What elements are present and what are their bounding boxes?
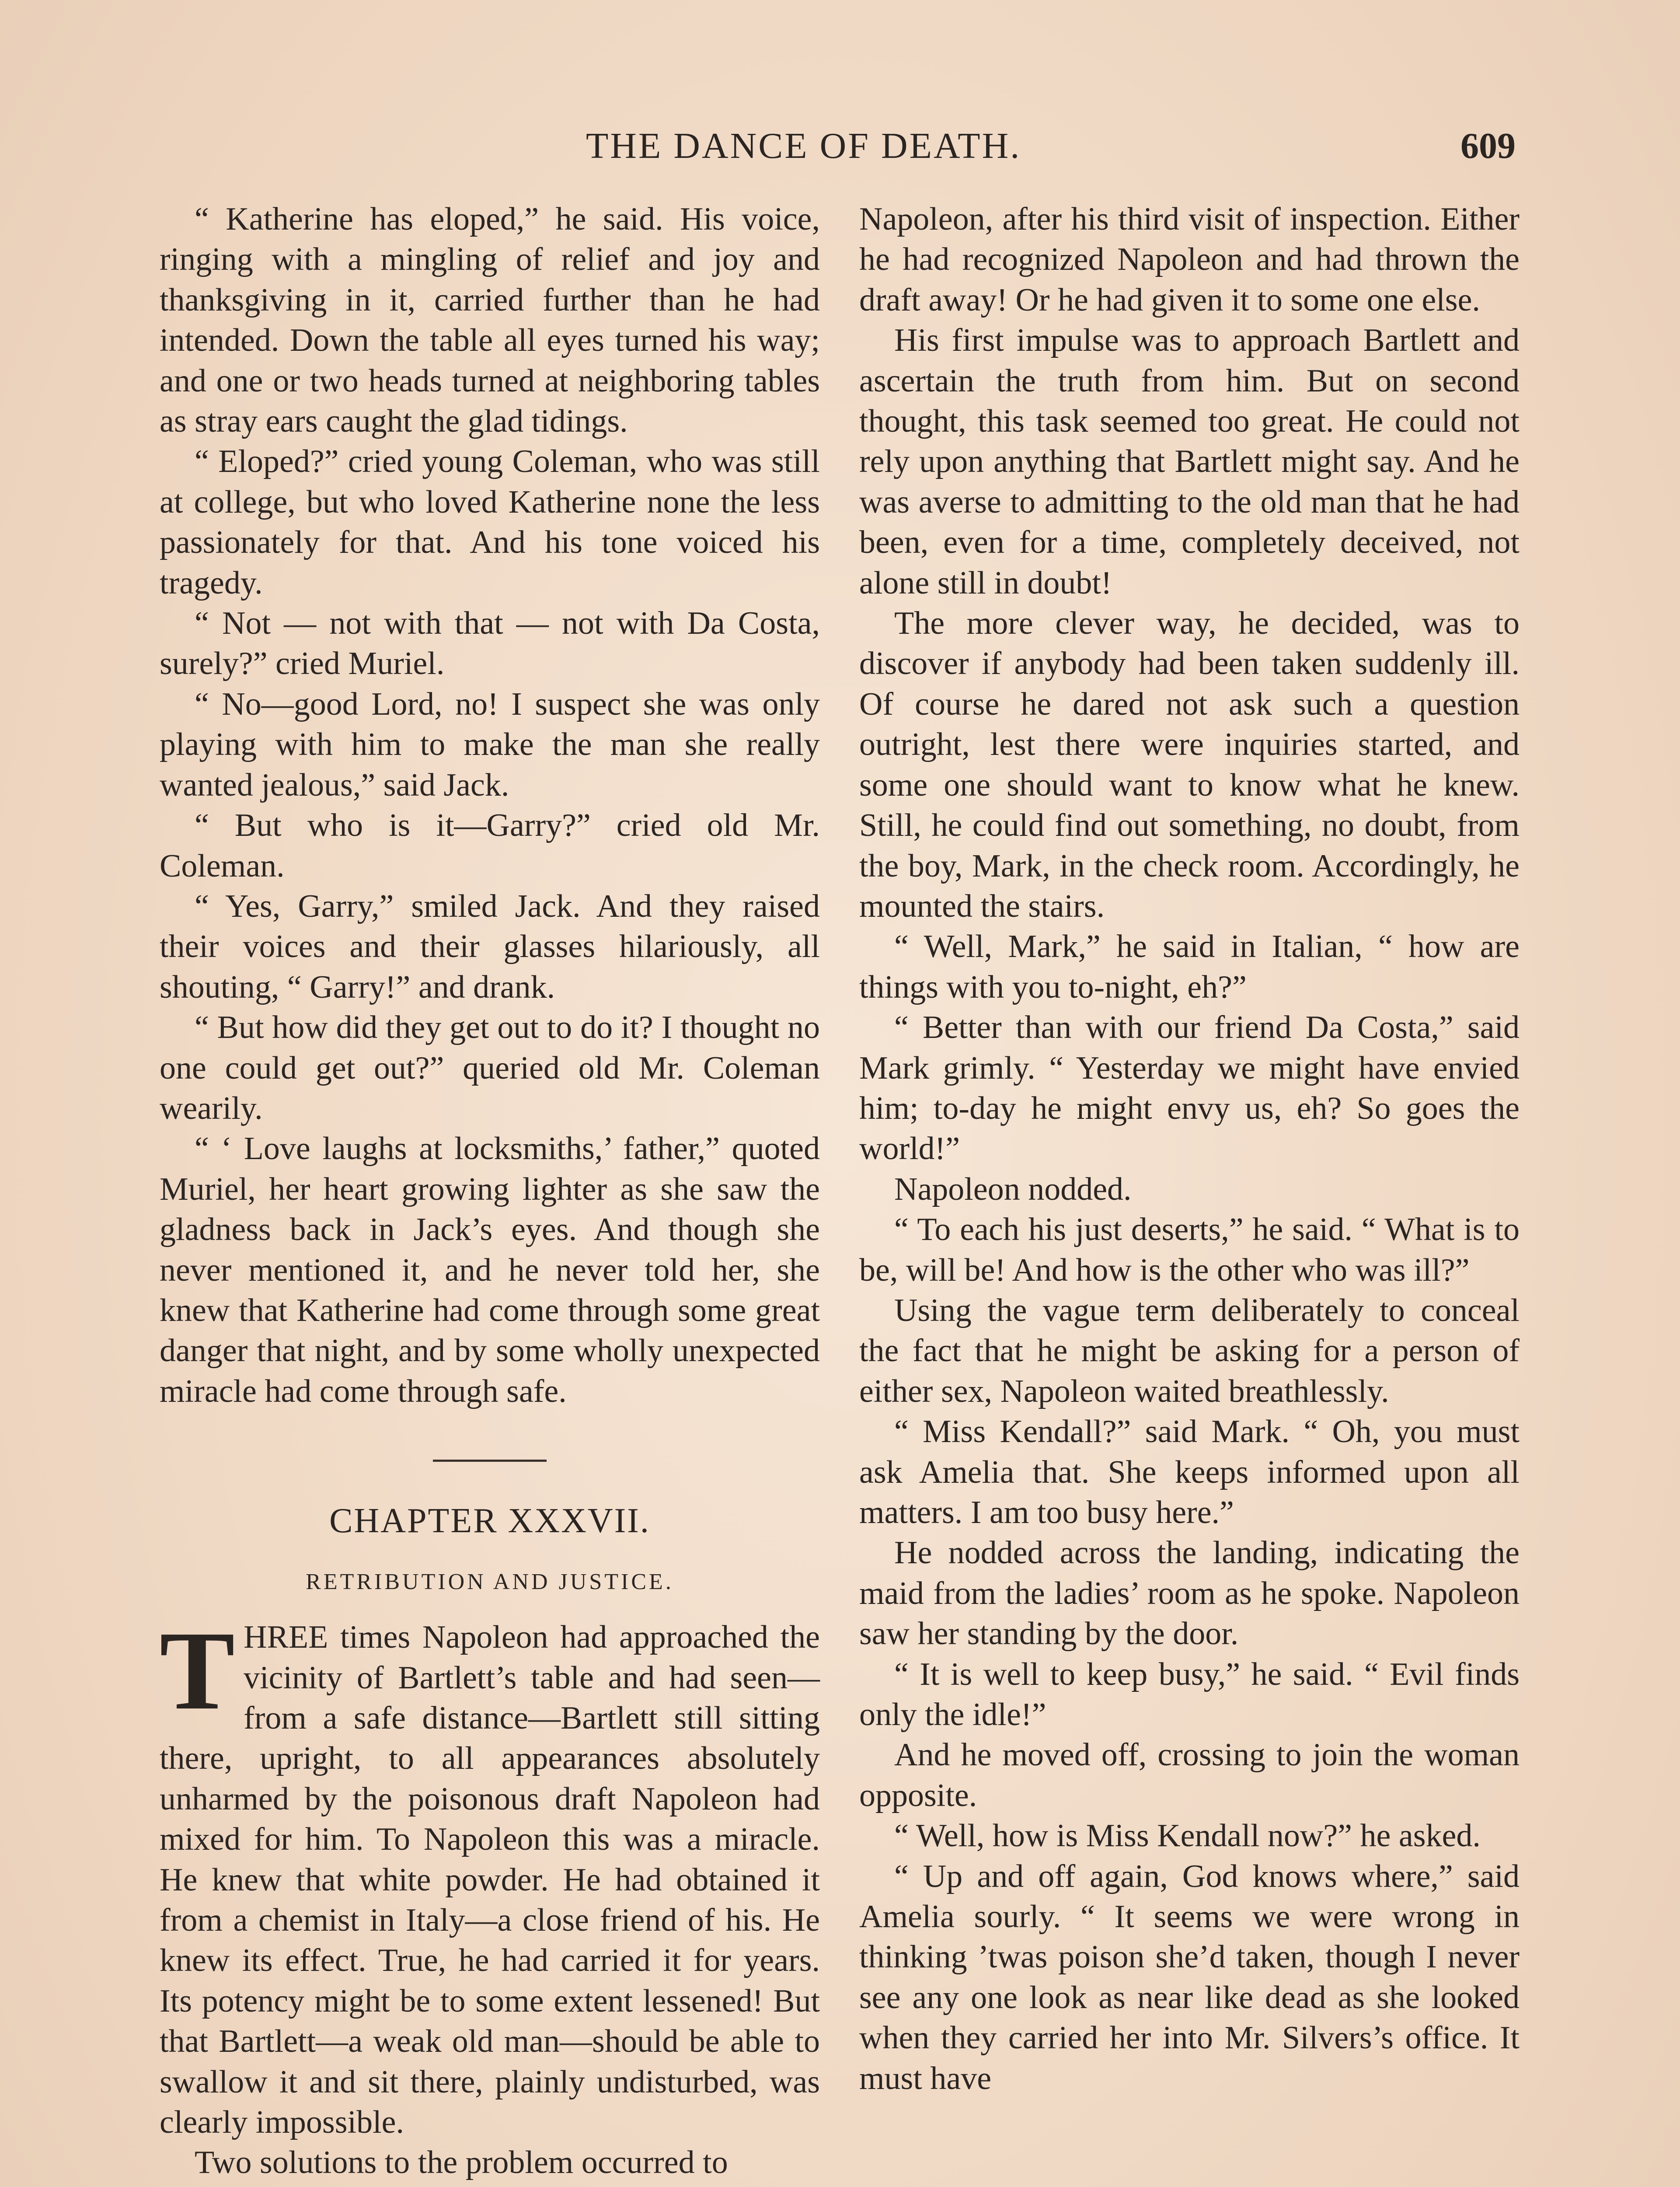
chapter-title: CHAPTER XXXVII. bbox=[329, 1502, 650, 1541]
drop-cap: T bbox=[160, 1608, 235, 1733]
page-header bbox=[0, 125, 1680, 177]
section-divider bbox=[433, 1460, 547, 1462]
paragraph: “ Katherine has eloped,” he said. His voice, ringing with a mingling of relief and joy and thanksgiving in it, carried further than he had intended. Down the table all eyes turned his way; and one or two heads turned at neighboring tables as stray ears caught the glad tidings. bbox=[160, 201, 820, 440]
right-column bbox=[859, 199, 1520, 2099]
chapter-subtitle: RETRIBUTION AND JUSTICE. bbox=[306, 1569, 674, 1595]
chapter-opening-paragraph bbox=[160, 1608, 820, 2142]
page-number: 609 bbox=[1460, 126, 1516, 166]
paragraph: And he moved off, crossing to join the woman opposite. bbox=[859, 1737, 1520, 1813]
left-column bbox=[160, 199, 820, 2183]
paragraph: “ No—good Lord, no! I suspect she was only playing with him to make the man she really wanted jealous,” said Jack. bbox=[160, 686, 820, 803]
paragraph: “ Well, how is Miss Kendall now?” he asked. bbox=[894, 1818, 1481, 1854]
paragraph: Napoleon, after his third visit of inspection. Either he had recognized Napoleon and had thrown the draft away! Or he had given it to some one else. bbox=[859, 201, 1520, 318]
paragraph: “ It is well to keep busy,” he said. “ Evil finds only the idle!” bbox=[859, 1656, 1520, 1733]
paragraph: He nodded across the landing, indicating the maid from the ladies’ room as he spoke. Napoleon saw her standing by the door. bbox=[859, 1535, 1520, 1652]
paragraph: “ ‘ Love laughs at locksmiths,’ father,” quoted Muriel, her heart growing lighter as she saw the gladness back in Jack’s eyes. And though she never mentioned it, and he never told her, she knew that Katherine had come through some great danger that night, and by some wholly unexpected miracle had come through safe. bbox=[160, 1131, 820, 1409]
paragraph: “ Miss Kendall?” said Mark. “ Oh, you must ask Amelia that. She keeps informed upon all matters. I am too busy here.” bbox=[859, 1414, 1520, 1530]
paragraph: “ Up and off again, God knows where,” said Amelia sourly. “ It seems we were wrong in thinking ’twas poison she’d taken, though I never see any one look as near like dead as she looked when they carried her into Mr. Silvers’s office. It must have bbox=[859, 1858, 1520, 2096]
paragraph: The more clever way, he decided, was to discover if anybody had been taken suddenly ill. Of course he dared not ask such a question outright, lest there were inquiries started, and some one should want to know what he knew. Still, he could find out something, no doubt, from the boy, Mark, in the check room. Accordingly, he mounted the stairs. bbox=[859, 605, 1520, 924]
running-title: THE DANCE OF DEATH. bbox=[586, 126, 1021, 166]
paragraph: “ Eloped?” cried young Coleman, who was still at college, but who loved Katherine none the less passionately for that. And his tone voiced his tragedy. bbox=[160, 444, 820, 601]
paragraph: Two solutions to the problem occurred to bbox=[195, 2145, 728, 2181]
paragraph: “ Well, Mark,” he said in Italian, “ how are things with you to-night, eh?” bbox=[859, 929, 1520, 1005]
paragraph: Napoleon nodded. bbox=[894, 1171, 1132, 1207]
paragraph-text: HREE times Napoleon had approached the vicinity of Bartlett’s table and had seen—from a safe distance—Bartlett still sitting there, upright, to all appearances absolutely unharmed by the poisonous draft Napoleon had mixed for him. To Napoleon this was a miracle. He knew that white powder. He had obtained it from a chemist in Italy—a close friend of his. He knew its effect. True, he had carried it for years. Its potency might be to some extent lessened! But that Bartlett—a weak old man—should be able to swallow it and sit there, plainly undisturbed, was clearly impossible. bbox=[160, 1619, 820, 2141]
paragraph: “ To each his just deserts,” he said. “ What is to be, will be! And how is the other who was ill?” bbox=[859, 1212, 1520, 1288]
paragraph: “ But how did they get out to do it? I thought no one could get out?” queried old Mr. Coleman wearily. bbox=[160, 1010, 820, 1126]
paragraph: “ Not — not with that — not with Da Costa, surely?” cried Muriel. bbox=[160, 605, 820, 682]
paragraph: “ But who is it—Garry?” cried old Mr. Coleman. bbox=[160, 807, 820, 884]
paragraph: “ Better than with our friend Da Costa,” said Mark grimly. “ Yesterday we might have envied him; to-day he might envy us, eh? So goes the world!” bbox=[859, 1010, 1520, 1167]
paragraph: “ Yes, Garry,” smiled Jack. And they raised their voices and their glasses hilariously, all shouting, “ Garry!” and drank. bbox=[160, 888, 820, 1005]
paragraph: His first impulse was to approach Bartlett and ascertain the truth from him. But on second thought, this task seemed too great. He could not rely upon anything that Bartlett might say. And he was averse to admitting to the old man that he had been, even for a time, completely deceived, not alone still in doubt! bbox=[859, 322, 1520, 601]
paragraph: Using the vague term deliberately to conceal the fact that he might be asking for a person of either sex, Napoleon waited breathlessly. bbox=[859, 1292, 1520, 1409]
